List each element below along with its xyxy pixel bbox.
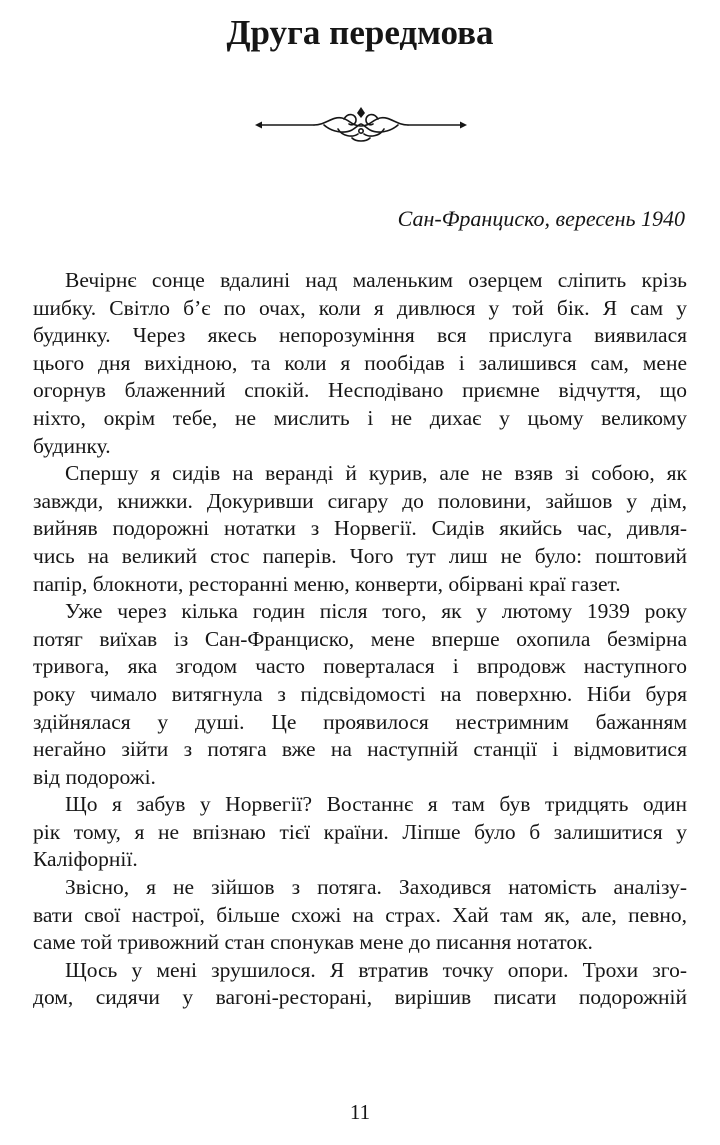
paragraph (33, 791, 687, 874)
text-line: Уже через кілька годин після того, як у лютому 1939 року (65, 599, 687, 624)
text-line: будинку. (33, 433, 111, 458)
paragraph (33, 874, 687, 957)
text-line: папір, блокноти, ресторанні меню, конверти, обірвані краї газет. (33, 571, 621, 596)
text-line: саме той тривожний стан спонукав мене до писання нотаток. (33, 930, 593, 955)
text-line: здійнялася у душі. Це проявилося нестримним бажанням (33, 709, 687, 734)
text-line: тривога, яка згодом часто поверталася і впродовж наступного (33, 654, 687, 679)
text-line: потяг виїхав із Сан-Франциско, мене вперше охопила безмірна (33, 626, 687, 651)
text-line: Що я забув у Норвегії? Востаннє я там був тридцять один (65, 792, 687, 817)
text-line: від подорожі. (33, 764, 156, 789)
flourish-divider-icon (252, 104, 470, 150)
text-line: рік тому, я не впізнаю тієї країни. Ліпше було б залишитися у (33, 819, 687, 844)
text-line: огорнув блаженний спокій. Несподівано приємне відчуття, що (33, 378, 687, 403)
text-line: завжди, книжки. Докуривши сигару до половини, зайшов у дім, (33, 488, 687, 513)
text-line: Вечірнє сонце вдалині над маленьким озерцем сліпить крізь (65, 268, 687, 292)
text-line: ніхто, окрім тебе, не мислить і не дихає у цьому великому (33, 405, 687, 430)
body-text (33, 267, 687, 1012)
text-line: вати свої настрої, більше схожі на страх. Хай там як, але, певно, (33, 902, 687, 927)
text-line: чись на великий стос паперів. Чого тут лиш не було: поштовий (33, 543, 687, 568)
chapter-title: Друга передмова (226, 13, 494, 52)
text-line: Звісно, я не зійшов з потяга. Заходився натомість аналізу- (65, 875, 687, 900)
text-line: дом, сидячи у вагоні-ресторані, вирішив писати подорожній (33, 985, 687, 1010)
text-line: Щось у мені зрушилося. Я втратив точку опори. Трохи зго- (65, 957, 687, 982)
text-line: будинку. Через якесь непорозуміння вся прислуга виявилася (33, 323, 687, 348)
paragraph (33, 598, 687, 791)
paragraph (33, 957, 687, 1012)
page-number: 11 (349, 1100, 371, 1124)
text-line: цього дня вихідною, та коли я пообідав і залишився сам, мене (33, 350, 687, 375)
text-line: Спершу я сидів на веранді й курив, але не взяв зі собою, як (65, 461, 687, 486)
paragraph (33, 267, 687, 460)
paragraph (33, 460, 687, 598)
text-line: вийняв подорожні нотатки з Норвегії. Сидів якийсь час, дивля- (33, 516, 687, 541)
text-line: року чимало витягнула з підсвідомості на поверхню. Ніби буря (33, 681, 687, 706)
text-line: Каліфорнії. (33, 847, 138, 872)
text-line: негайно зійти з потяга вже на наступній станції і відмовитися (33, 737, 687, 762)
text-line: шибку. Світло б’є по очах, коли я дивлюся у той бік. Я сам у (33, 295, 687, 320)
dateline: Сан-Франциско, вересень 1940 (397, 206, 685, 231)
